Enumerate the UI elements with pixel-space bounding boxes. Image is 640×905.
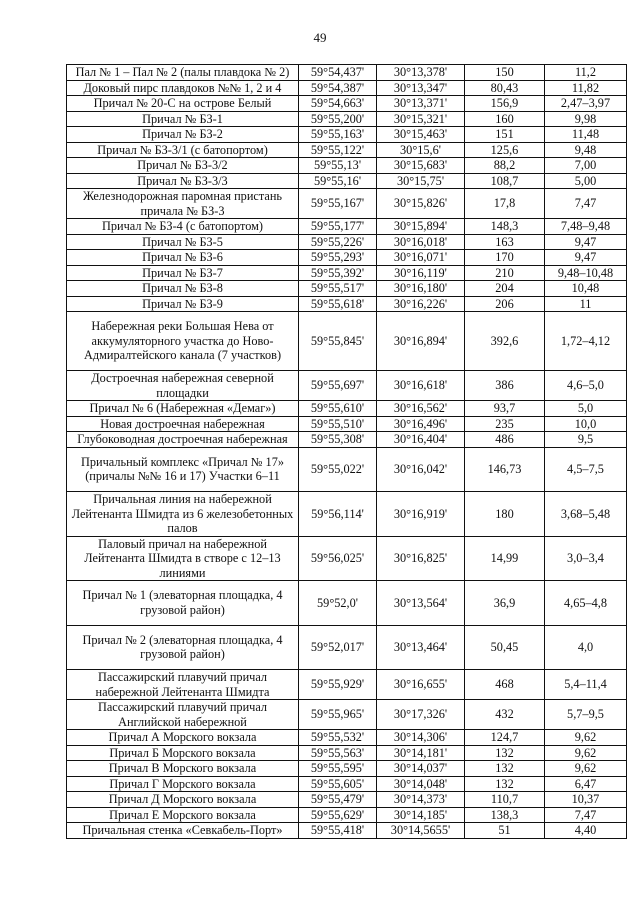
- berth-name-cell: Причал Б Морского вокзала: [67, 745, 299, 761]
- longitude-cell: 30°16,404': [377, 432, 465, 448]
- table-row: [67, 142, 627, 158]
- berth-name-cell: Причал А Морского вокзала: [67, 730, 299, 746]
- table-row: [67, 371, 627, 401]
- latitude-cell: 59°55,517': [299, 281, 377, 297]
- latitude-cell: 59°55,122': [299, 142, 377, 158]
- depth-cell: 5,4–11,4: [545, 670, 627, 700]
- latitude-cell: 59°55,167': [299, 189, 377, 219]
- latitude-cell: 59°55,510': [299, 416, 377, 432]
- depth-cell: 10,48: [545, 281, 627, 297]
- depth-cell: 5,0: [545, 401, 627, 417]
- length-cell: 93,7: [465, 401, 545, 417]
- berth-name-cell: Достроечная набережная северной площадки: [67, 371, 299, 401]
- berth-name-cell: Пассажирский плавучий причал Английской набережной: [67, 700, 299, 730]
- table-row: [67, 807, 627, 823]
- length-cell: 468: [465, 670, 545, 700]
- length-cell: 80,43: [465, 80, 545, 96]
- length-cell: 50,45: [465, 625, 545, 670]
- latitude-cell: 59°55,163': [299, 127, 377, 143]
- table-row: [67, 416, 627, 432]
- latitude-cell: 59°55,13': [299, 158, 377, 174]
- longitude-cell: 30°13,464': [377, 625, 465, 670]
- latitude-cell: 59°55,965': [299, 700, 377, 730]
- berth-name-cell: Причал № БЗ-9: [67, 296, 299, 312]
- berth-name-cell: Причал № БЗ-6: [67, 250, 299, 266]
- depth-cell: 9,62: [545, 730, 627, 746]
- latitude-cell: 59°55,563': [299, 745, 377, 761]
- depth-cell: 9,98: [545, 111, 627, 127]
- length-cell: 210: [465, 265, 545, 281]
- longitude-cell: 30°13,564': [377, 581, 465, 626]
- longitude-cell: 30°13,378': [377, 65, 465, 81]
- latitude-cell: 59°56,114': [299, 492, 377, 537]
- depth-cell: 7,48–9,48: [545, 219, 627, 235]
- longitude-cell: 30°15,75': [377, 173, 465, 189]
- table-row: [67, 447, 627, 492]
- length-cell: 392,6: [465, 312, 545, 371]
- longitude-cell: 30°16,119': [377, 265, 465, 281]
- latitude-cell: 59°55,022': [299, 447, 377, 492]
- berth-name-cell: Причал № БЗ-1: [67, 111, 299, 127]
- table-row: [67, 761, 627, 777]
- table-row: [67, 96, 627, 112]
- berths-table: [66, 64, 627, 839]
- berths-table-body: [67, 65, 627, 839]
- table-row: [67, 250, 627, 266]
- longitude-cell: 30°16,919': [377, 492, 465, 537]
- depth-cell: 10,37: [545, 792, 627, 808]
- latitude-cell: 59°55,845': [299, 312, 377, 371]
- latitude-cell: 59°55,618': [299, 296, 377, 312]
- longitude-cell: 30°16,894': [377, 312, 465, 371]
- depth-cell: 3,0–3,4: [545, 536, 627, 581]
- longitude-cell: 30°14,185': [377, 807, 465, 823]
- longitude-cell: 30°14,181': [377, 745, 465, 761]
- length-cell: 124,7: [465, 730, 545, 746]
- table-row: [67, 296, 627, 312]
- depth-cell: 2,47–3,97: [545, 96, 627, 112]
- depth-cell: 7,47: [545, 807, 627, 823]
- length-cell: 138,3: [465, 807, 545, 823]
- depth-cell: 5,00: [545, 173, 627, 189]
- longitude-cell: 30°16,071': [377, 250, 465, 266]
- berth-name-cell: Причал № БЗ-3/2: [67, 158, 299, 174]
- table-row: [67, 111, 627, 127]
- berth-name-cell: Причал № БЗ-3/1 (с батопортом): [67, 142, 299, 158]
- depth-cell: 4,40: [545, 823, 627, 839]
- longitude-cell: 30°16,655': [377, 670, 465, 700]
- berth-name-cell: Пассажирский плавучий причал набережной Лейтенанта Шмидта: [67, 670, 299, 700]
- length-cell: 108,7: [465, 173, 545, 189]
- depth-cell: 4,6–5,0: [545, 371, 627, 401]
- table-row: [67, 432, 627, 448]
- berth-name-cell: Причал № БЗ-7: [67, 265, 299, 281]
- length-cell: 132: [465, 776, 545, 792]
- depth-cell: 9,47: [545, 250, 627, 266]
- latitude-cell: 59°54,437': [299, 65, 377, 81]
- depth-cell: 4,65–4,8: [545, 581, 627, 626]
- latitude-cell: 59°55,605': [299, 776, 377, 792]
- berth-name-cell: Причал № 20-С на острове Белый: [67, 96, 299, 112]
- table-row: [67, 776, 627, 792]
- length-cell: 151: [465, 127, 545, 143]
- longitude-cell: 30°15,826': [377, 189, 465, 219]
- table-row: [67, 65, 627, 81]
- depth-cell: 6,47: [545, 776, 627, 792]
- longitude-cell: 30°16,496': [377, 416, 465, 432]
- berth-name-cell: Причал № БЗ-5: [67, 234, 299, 250]
- longitude-cell: 30°13,347': [377, 80, 465, 96]
- longitude-cell: 30°16,018': [377, 234, 465, 250]
- berth-name-cell: Новая достроечная набережная: [67, 416, 299, 432]
- table-row: [67, 265, 627, 281]
- latitude-cell: 59°55,479': [299, 792, 377, 808]
- depth-cell: 11,82: [545, 80, 627, 96]
- length-cell: 125,6: [465, 142, 545, 158]
- latitude-cell: 59°55,293': [299, 250, 377, 266]
- berth-name-cell: Причал № БЗ-2: [67, 127, 299, 143]
- berth-name-cell: Пал № 1 – Пал № 2 (палы плавдока № 2): [67, 65, 299, 81]
- berth-name-cell: Набережная реки Большая Нева от аккумуляторного участка до Ново-Адмиралтейского канала (7 участков): [67, 312, 299, 371]
- longitude-cell: 30°16,562': [377, 401, 465, 417]
- berth-name-cell: Железнодорожная паромная пристань причала № БЗ-3: [67, 189, 299, 219]
- depth-cell: 4,0: [545, 625, 627, 670]
- length-cell: 132: [465, 761, 545, 777]
- length-cell: 17,8: [465, 189, 545, 219]
- depth-cell: 9,47: [545, 234, 627, 250]
- length-cell: 14,99: [465, 536, 545, 581]
- latitude-cell: 59°52,0': [299, 581, 377, 626]
- longitude-cell: 30°15,894': [377, 219, 465, 235]
- longitude-cell: 30°16,618': [377, 371, 465, 401]
- table-row: [67, 234, 627, 250]
- longitude-cell: 30°15,6': [377, 142, 465, 158]
- longitude-cell: 30°15,321': [377, 111, 465, 127]
- latitude-cell: 59°54,387': [299, 80, 377, 96]
- length-cell: 110,7: [465, 792, 545, 808]
- longitude-cell: 30°16,226': [377, 296, 465, 312]
- depth-cell: 3,68–5,48: [545, 492, 627, 537]
- table-row: [67, 401, 627, 417]
- table-row: [67, 281, 627, 297]
- length-cell: 486: [465, 432, 545, 448]
- longitude-cell: 30°16,825': [377, 536, 465, 581]
- table-row: [67, 700, 627, 730]
- table-row: [67, 625, 627, 670]
- berth-name-cell: Причал № 2 (элеваторная площадка, 4 грузовой район): [67, 625, 299, 670]
- berth-name-cell: Причальный комплекс «Причал № 17» (причалы №№ 16 и 17) Участки 6–11: [67, 447, 299, 492]
- depth-cell: 11,2: [545, 65, 627, 81]
- depth-cell: 9,62: [545, 745, 627, 761]
- table-row: [67, 745, 627, 761]
- table-row: [67, 823, 627, 839]
- depth-cell: 4,5–7,5: [545, 447, 627, 492]
- longitude-cell: 30°14,306': [377, 730, 465, 746]
- length-cell: 170: [465, 250, 545, 266]
- depth-cell: 1,72–4,12: [545, 312, 627, 371]
- latitude-cell: 59°55,929': [299, 670, 377, 700]
- berth-name-cell: Причал № БЗ-8: [67, 281, 299, 297]
- longitude-cell: 30°16,042': [377, 447, 465, 492]
- table-row: [67, 536, 627, 581]
- longitude-cell: 30°14,5655': [377, 823, 465, 839]
- length-cell: 180: [465, 492, 545, 537]
- berth-name-cell: Глубоководная достроечная набережная: [67, 432, 299, 448]
- longitude-cell: 30°14,373': [377, 792, 465, 808]
- length-cell: 148,3: [465, 219, 545, 235]
- table-row: [67, 127, 627, 143]
- length-cell: 36,9: [465, 581, 545, 626]
- latitude-cell: 59°54,663': [299, 96, 377, 112]
- length-cell: 88,2: [465, 158, 545, 174]
- table-row: [67, 158, 627, 174]
- berth-name-cell: Паловый причал на набережной Лейтенанта Шмидта в створе с 12–13 линиями: [67, 536, 299, 581]
- berth-name-cell: Причал № 1 (элеваторная площадка, 4 грузовой район): [67, 581, 299, 626]
- berth-name-cell: Причальная стенка «Севкабель-Порт»: [67, 823, 299, 839]
- latitude-cell: 59°55,308': [299, 432, 377, 448]
- table-row: [67, 173, 627, 189]
- latitude-cell: 59°55,595': [299, 761, 377, 777]
- depth-cell: 11,48: [545, 127, 627, 143]
- berth-name-cell: Причал Г Морского вокзала: [67, 776, 299, 792]
- length-cell: 150: [465, 65, 545, 81]
- table-row: [67, 792, 627, 808]
- length-cell: 51: [465, 823, 545, 839]
- length-cell: 432: [465, 700, 545, 730]
- table-row: [67, 581, 627, 626]
- depth-cell: 5,7–9,5: [545, 700, 627, 730]
- longitude-cell: 30°14,048': [377, 776, 465, 792]
- berth-name-cell: Причал Д Морского вокзала: [67, 792, 299, 808]
- longitude-cell: 30°15,683': [377, 158, 465, 174]
- length-cell: 146,73: [465, 447, 545, 492]
- length-cell: 206: [465, 296, 545, 312]
- length-cell: 160: [465, 111, 545, 127]
- berth-name-cell: Причал В Морского вокзала: [67, 761, 299, 777]
- longitude-cell: 30°17,326': [377, 700, 465, 730]
- page-number: 49: [313, 30, 327, 45]
- table-row: [67, 730, 627, 746]
- length-cell: 386: [465, 371, 545, 401]
- berth-name-cell: Причальная линия на набережной Лейтенанта Шмидта из 6 железобетонных палов: [67, 492, 299, 537]
- longitude-cell: 30°13,371': [377, 96, 465, 112]
- longitude-cell: 30°16,180': [377, 281, 465, 297]
- berth-name-cell: Причал № БЗ-3/3: [67, 173, 299, 189]
- depth-cell: 10,0: [545, 416, 627, 432]
- length-cell: 204: [465, 281, 545, 297]
- table-row: [67, 189, 627, 219]
- depth-cell: 9,48: [545, 142, 627, 158]
- length-cell: 156,9: [465, 96, 545, 112]
- latitude-cell: 59°55,697': [299, 371, 377, 401]
- latitude-cell: 59°55,226': [299, 234, 377, 250]
- latitude-cell: 59°52,017': [299, 625, 377, 670]
- latitude-cell: 59°55,392': [299, 265, 377, 281]
- table-row: [67, 312, 627, 371]
- table-row: [67, 219, 627, 235]
- latitude-cell: 59°55,610': [299, 401, 377, 417]
- length-cell: 163: [465, 234, 545, 250]
- length-cell: 235: [465, 416, 545, 432]
- latitude-cell: 59°56,025': [299, 536, 377, 581]
- latitude-cell: 59°55,200': [299, 111, 377, 127]
- depth-cell: 7,00: [545, 158, 627, 174]
- table-row: [67, 80, 627, 96]
- longitude-cell: 30°14,037': [377, 761, 465, 777]
- depth-cell: 9,62: [545, 761, 627, 777]
- depth-cell: 9,5: [545, 432, 627, 448]
- depth-cell: 11: [545, 296, 627, 312]
- berth-name-cell: Причал № БЗ-4 (с батопортом): [67, 219, 299, 235]
- length-cell: 132: [465, 745, 545, 761]
- table-row: [67, 492, 627, 537]
- latitude-cell: 59°55,532': [299, 730, 377, 746]
- table-row: [67, 670, 627, 700]
- depth-cell: 9,48–10,48: [545, 265, 627, 281]
- berth-name-cell: Доковый пирс плавдоков №№ 1, 2 и 4: [67, 80, 299, 96]
- longitude-cell: 30°15,463': [377, 127, 465, 143]
- berth-name-cell: Причал Е Морского вокзала: [67, 807, 299, 823]
- berth-name-cell: Причал № 6 (Набережная «Демаг»): [67, 401, 299, 417]
- latitude-cell: 59°55,177': [299, 219, 377, 235]
- latitude-cell: 59°55,629': [299, 807, 377, 823]
- depth-cell: 7,47: [545, 189, 627, 219]
- latitude-cell: 59°55,418': [299, 823, 377, 839]
- latitude-cell: 59°55,16': [299, 173, 377, 189]
